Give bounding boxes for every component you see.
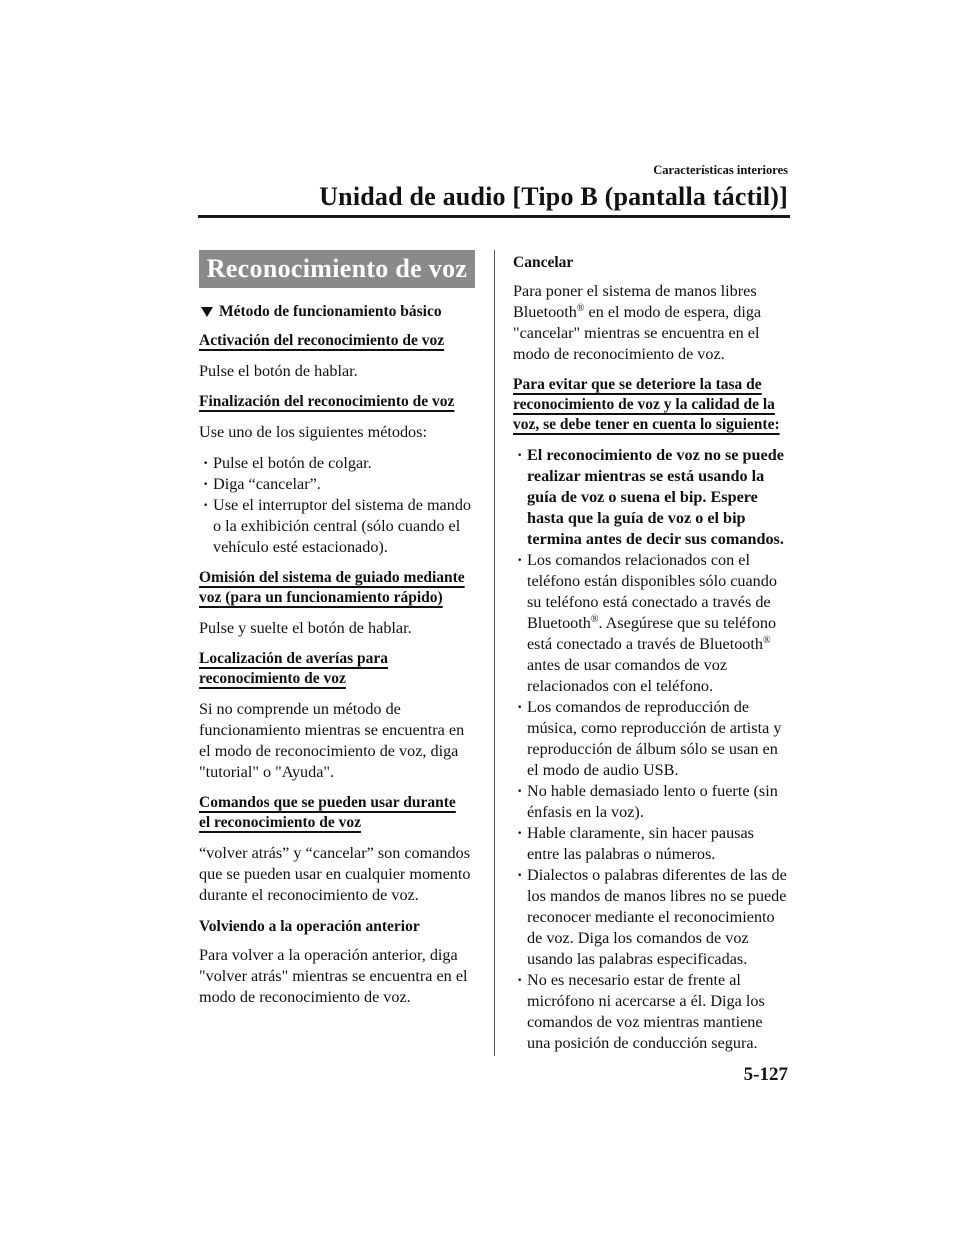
left-column xyxy=(199,250,475,1018)
finalization-intro: Use uno de los siguientes métodos: xyxy=(199,423,427,441)
list-item: · Diga “cancelar”. xyxy=(213,474,475,495)
finalization-heading: Finalización del reconocimiento de voz xyxy=(199,393,455,410)
page-title: Unidad de audio [Tipo B (pantalla táctil)] xyxy=(319,182,788,211)
section-banner: Reconocimiento de voz xyxy=(199,250,475,288)
list-item: · Dialectos o palabras diferentes de las de los mandos de manos libres no se puede reconocer mediante el reconocimiento de voz. Diga los comandos de voz usando las palabras especificadas. xyxy=(527,865,789,970)
list-item: · No hable demasiado lento o fuerte (sin énfasis en la voz). xyxy=(527,781,789,823)
troubleshooting-body: Si no comprende un método de funcionamiento mientras se encuentra en el modo de reconocimiento de voz, diga "tutorial" o "Ayuda". xyxy=(199,700,465,781)
list-item: · El reconocimiento de voz no se puede realizar mientras se está usando la guía de voz o suena el bip. Espere hasta que la guía de voz o el bip termina antes de decir sus comandos. xyxy=(527,445,789,550)
list-item: · Hable claramente, sin hacer pausas entre las palabras o números. xyxy=(527,823,789,865)
header-rule xyxy=(198,215,790,218)
cancel-body: Para poner el sistema de manos libres Bluetooth® en el modo de espera, diga "cancelar" mientras se encuentra en el modo de reconocimiento de voz. xyxy=(513,282,762,363)
cancel-heading: Cancelar xyxy=(513,254,574,271)
activation-heading: Activación del reconocimiento de voz xyxy=(199,332,445,349)
list-item: · Pulse el botón de colgar. xyxy=(213,453,475,474)
column-divider xyxy=(494,250,495,1056)
list-item: · Los comandos relacionados con el teléfono están disponibles sólo cuando su teléfono está conectado a través de Bluetooth®. Asegúrese que su teléfono está conectado a través de Bluetooth® antes de usar comandos de voz relacionados con el teléfono. xyxy=(527,550,789,697)
omission-body: Pulse y suelte el botón de hablar. xyxy=(199,619,412,637)
finalization-list xyxy=(199,453,475,558)
method-heading-text: Método de funcionamiento básico xyxy=(219,303,442,320)
list-item: · Use el interruptor del sistema de mando o la exhibición central (sólo cuando el vehículo esté estacionado). xyxy=(213,495,475,558)
avoid-heading: Para evitar que se deteriore la tasa de reconocimiento de voz y la calidad de la voz, se debe tener en cuenta lo siguiente: xyxy=(513,376,780,433)
omission-heading: Omisión del sistema de guiado mediante voz (para un funcionamiento rápido) xyxy=(199,569,465,606)
commands-heading: Comandos que se pueden usar durante el reconocimiento de voz xyxy=(199,794,456,831)
section-label: Características interiores xyxy=(653,163,788,177)
method-heading xyxy=(199,301,475,322)
list-item: · Los comandos de reproducción de música, como reproducción de artista y reproducción de álbum sólo se usan en el modo de audio USB. xyxy=(527,697,789,781)
page-number: 5-127 xyxy=(743,1064,788,1085)
back-body: Para volver a la operación anterior, diga "volver atrás" mientras se encuentra en el modo de reconocimiento de voz. xyxy=(199,946,468,1006)
list-item: · No es necesario estar de frente al micrófono ni acercarse a él. Diga los comandos de voz mientras mantiene una posición de conducción segura. xyxy=(527,970,789,1054)
troubleshooting-heading: Localización de averías para reconocimiento de voz xyxy=(199,650,388,687)
advice-list xyxy=(513,445,789,1054)
back-heading: Volviendo a la operación anterior xyxy=(199,918,420,935)
right-column xyxy=(513,252,789,1064)
activation-body: Pulse el botón de hablar. xyxy=(199,362,358,380)
triangle-down-icon xyxy=(201,307,213,317)
commands-body: “volver atrás” y “cancelar” son comandos que se pueden usar en cualquier momento durante el reconocimiento de voz. xyxy=(199,844,471,904)
